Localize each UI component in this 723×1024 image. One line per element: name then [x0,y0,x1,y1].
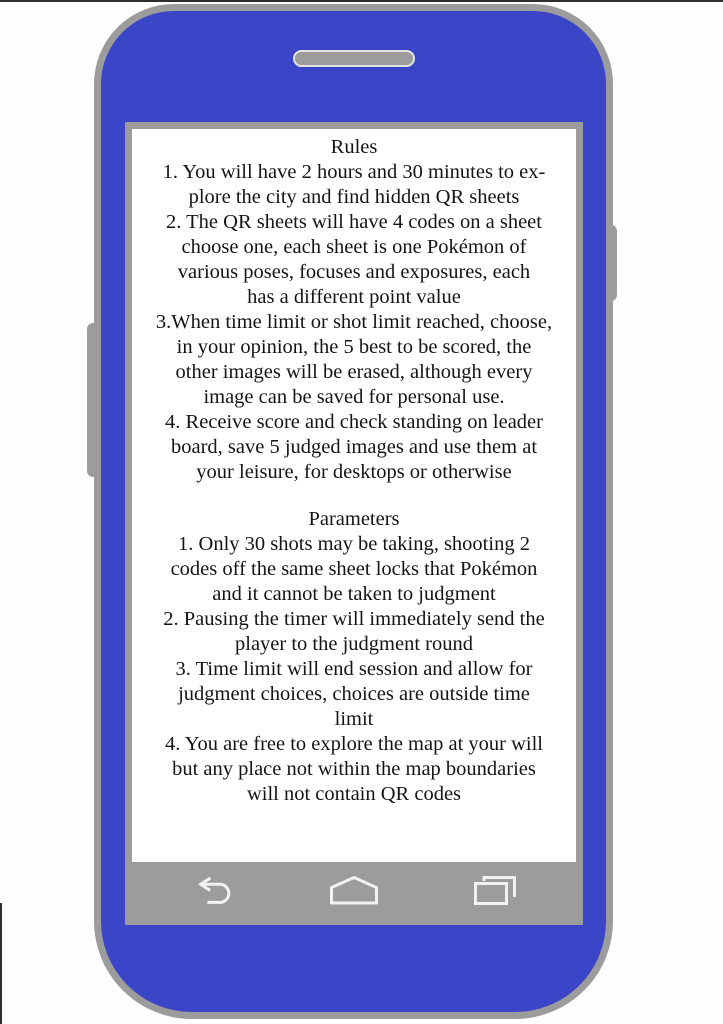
recents-button[interactable] [472,874,518,907]
rules-line: image can be saved for personal use. [203,386,505,408]
phone-screen [125,122,583,925]
home-button[interactable] [328,876,380,905]
rules-line: has a different point value [247,286,461,308]
navigation-bar [132,862,576,918]
rules-line: 1. You will have 2 hours and 30 minutes to ex- [162,161,546,183]
rules-line: various poses, focuses and exposures, each [177,261,531,283]
rules-line: your leisure, for desktops or otherwise [196,461,512,483]
scan-artifact-left-edge [0,903,2,1024]
rules-line: other images will be erased, although every [175,361,533,383]
parameters-line: 4. You are free to explore the map at your will [164,733,543,755]
rules-line: board, save 5 judged images and use them at [170,436,538,458]
recents-icon [472,874,518,907]
earpiece-speaker [293,50,415,67]
parameters-line: 3. Time limit will end session and allow for [175,658,533,680]
rules-line: in your opinion, the 5 best to be scored, the [176,336,532,358]
parameters-line: codes off the same sheet locks that Pokémon [170,558,538,580]
parameters-line: and it cannot be taken to judgment [212,583,496,605]
phone-body [94,4,613,1019]
parameters-line: 1. Only 30 shots may be taking, shooting 2 [178,533,530,555]
parameters-line: player to the judgment round [235,633,473,655]
parameters-line: 2. Pausing the timer will immediately send the [163,608,545,630]
rules-line: 3.When time limit or shot limit reached, choose, [155,311,553,333]
parameters-line: will not contain QR codes [246,783,462,805]
back-button[interactable] [194,875,236,905]
rules-line: plore the city and find hidden QR sheets [188,186,520,208]
parameters-line: but any place not within the map boundaries [172,758,536,780]
back-icon [194,875,236,905]
rules-section [132,135,576,485]
parameters-line: limit [334,708,374,730]
parameters-section [132,507,576,807]
rules-line: choose one, each sheet is one Pokémon of [181,236,527,258]
scan-artifact-top-edge [0,0,723,2]
home-icon [328,876,380,905]
screen-content [132,129,576,862]
rules-line: 4. Receive score and check standing on leader [165,411,543,433]
rules-line: 2. The QR sheets will have 4 codes on a sheet [166,211,542,233]
rules-title: Rules [330,136,378,158]
parameters-line: judgment choices, choices are outside time [178,683,530,705]
parameters-title: Parameters [308,508,400,530]
